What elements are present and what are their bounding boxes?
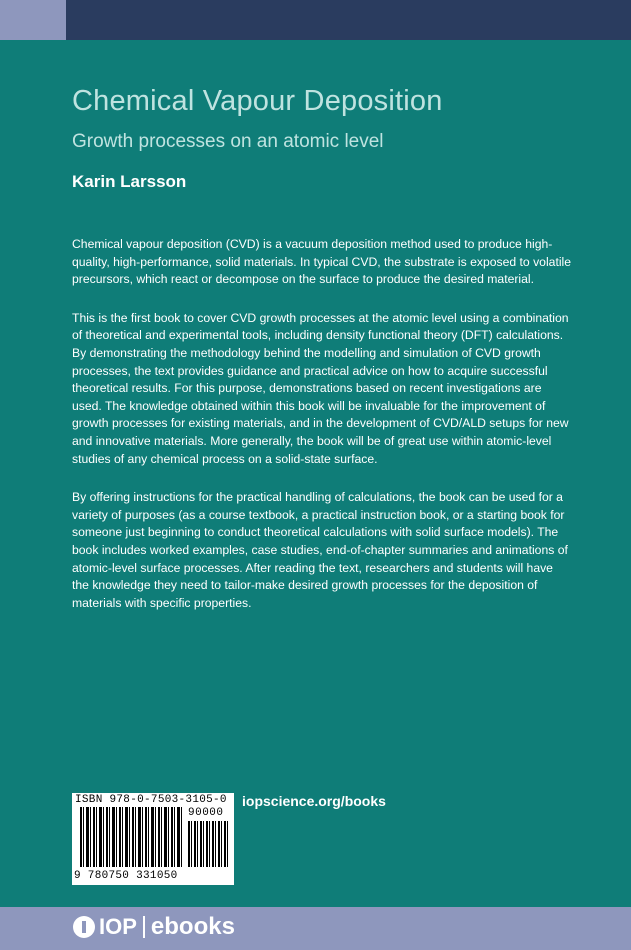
book-title: Chemical Vapour Deposition [72, 85, 443, 117]
top-band [0, 0, 631, 40]
iop-logo-icon [73, 916, 95, 938]
top-band-dark [66, 0, 631, 40]
blurb-paragraph-3: By offering instructions for the practical handling of calculations, the book can be used for a variety of purposes (as a course textbook, a practical instruction book, or a starting book for someone just beginning to conduct theoretical calculations with solid surface models). The book includes worked examples, case studies, end-of-chapter summaries and animations of atomic-level surface processes. After reading the text, researchers and students will have the knowledge they need to tailor-make desired growth processes for the deposition of materials with specific properties. [72, 490, 568, 610]
barcode-addon-bars [188, 821, 228, 867]
blurb-paragraph-1: Chemical vapour deposition (CVD) is a vacuum deposition method used to produce high-quality, high-performance, solid materials. In typical CVD, the substrate is exposed to volatile precursors, which react or decompose on the surface to produce the desired material. [72, 237, 572, 287]
isbn-number: ISBN 978-0-7503-3105-0 [75, 794, 227, 806]
publisher-website-link[interactable]: iopscience.org/books [242, 793, 386, 809]
barcode-addon-number: 90000 [188, 807, 224, 819]
barcode-bars [80, 807, 184, 867]
iop-ebooks-logo [73, 912, 235, 942]
logo-iop-text: IOP [99, 914, 137, 939]
book-author: Karin Larsson [72, 172, 187, 191]
isbn-barcode [72, 793, 234, 885]
book-subtitle: Growth processes on an atomic level [72, 131, 384, 152]
ean-number: 9 780750 331050 [74, 870, 178, 882]
logo-divider [143, 916, 145, 938]
logo-ebooks-text: ebooks [150, 913, 235, 940]
blurb-paragraph-2: This is the first book to cover CVD growth processes at the atomic level using a combination of theoretical and experimental tools, including density functional theory (DFT) calculations. By demonstrating the methodology behind the modelling and simulation of CVD growth processes, the text provides guidance and practical advice on how to acquire successful theoretical results. For this purpose, demonstrations based on recent investigations are used. The knowledge obtained within this book will be invaluable for the improvement of growth processes for existing materials, and in the development of CVD/ALD setups for new and innovative materials. More generally, the book will be of great use within atomic-level studies of any chemical process on a solid-state surface. [72, 310, 569, 466]
top-band-accent [0, 0, 66, 40]
back-cover-blurb [72, 236, 572, 633]
